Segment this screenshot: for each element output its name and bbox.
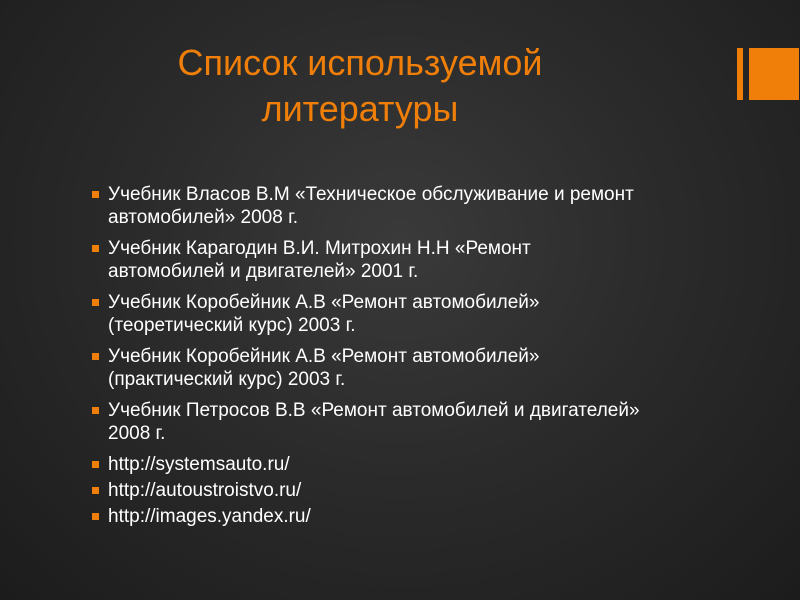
- list-item: [90, 291, 650, 337]
- slide-title: [130, 40, 590, 132]
- bullet-icon: [92, 299, 99, 306]
- list-item-text: Учебник Власов В.М «Техническое обслуживание и ремонт автомобилей» 2008 г.: [108, 184, 634, 228]
- title-line-1: Список используемой: [177, 42, 543, 83]
- bullet-icon: [92, 353, 99, 360]
- list-item: [90, 237, 650, 283]
- link-text[interactable]: http://systemsauto.ru/: [108, 454, 290, 475]
- title-line-2: литературы: [261, 88, 459, 129]
- accent-bar-thin: [737, 48, 743, 100]
- bullet-icon: [92, 487, 99, 494]
- bibliography-list: [90, 183, 650, 531]
- bullet-icon: [92, 245, 99, 252]
- list-item: [90, 399, 650, 445]
- link-text[interactable]: http://autoustroistvo.ru/: [108, 480, 302, 501]
- bullet-icon: [92, 513, 99, 520]
- list-item-text: Учебник Петросов В.В «Ремонт автомобилей и двигателей» 2008 г.: [108, 400, 640, 444]
- list-item-text: Учебник Карагодин В.И. Митрохин Н.Н «Ремонт автомобилей и двигателей» 2001 г.: [108, 238, 531, 282]
- list-item-link[interactable]: [90, 505, 650, 528]
- bullet-icon: [92, 191, 99, 198]
- accent-bar-wide: [749, 48, 799, 100]
- list-item-text: Учебник Коробейник А.В «Ремонт автомобилей» (теоретический курс) 2003 г.: [108, 292, 540, 336]
- list-item-text: Учебник Коробейник А.В «Ремонт автомобилей» (практический курс) 2003 г.: [108, 346, 540, 390]
- list-item-link[interactable]: [90, 453, 650, 476]
- list-item: [90, 183, 650, 229]
- link-text[interactable]: http://images.yandex.ru/: [108, 506, 311, 527]
- bullet-icon: [92, 461, 99, 468]
- list-item-link[interactable]: [90, 479, 650, 502]
- bullet-icon: [92, 407, 99, 414]
- list-item: [90, 345, 650, 391]
